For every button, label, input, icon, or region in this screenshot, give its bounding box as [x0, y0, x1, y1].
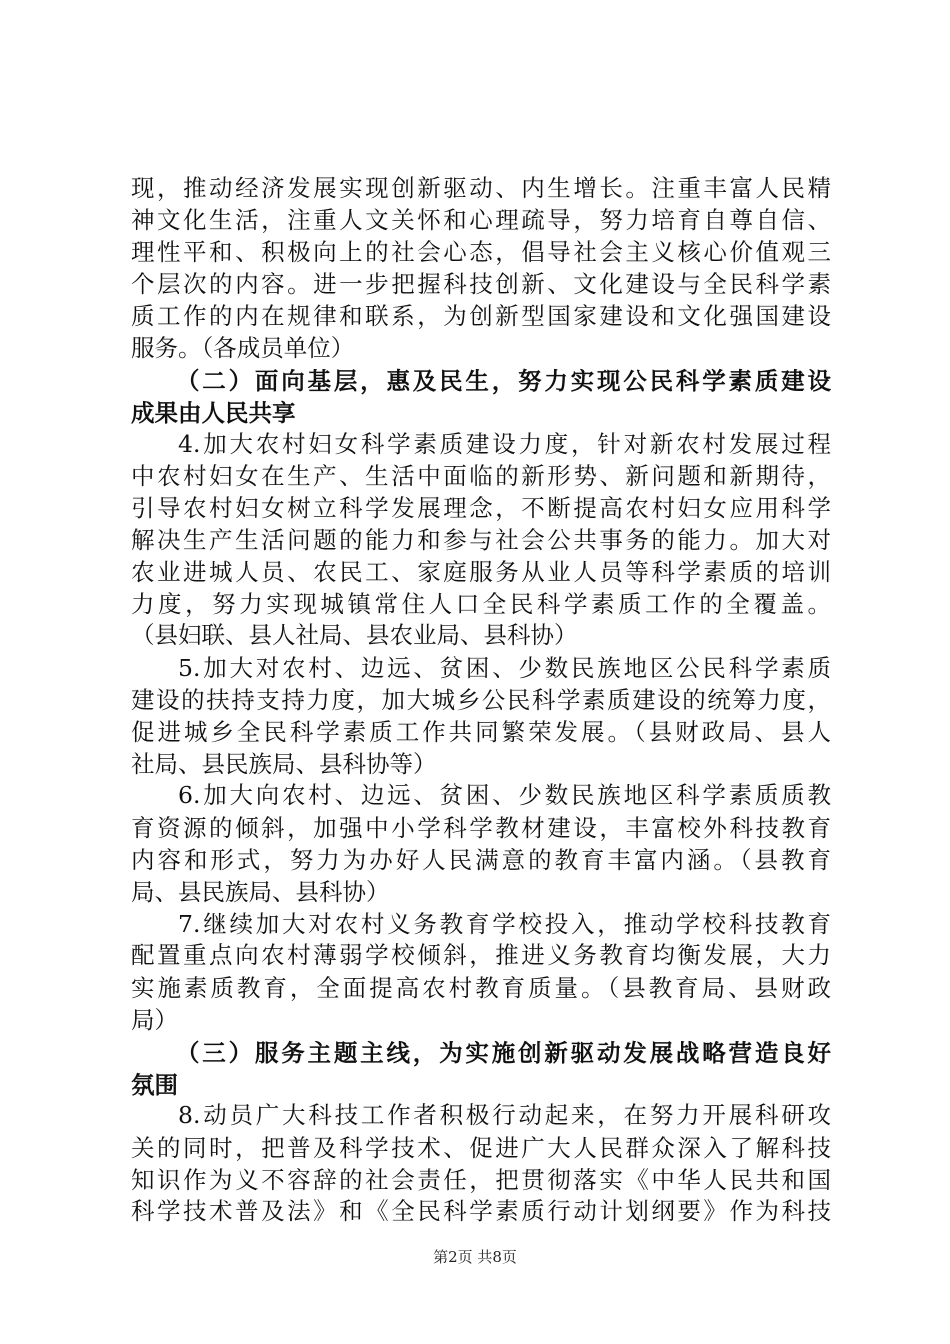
body-line: 育资源的倾斜，加强中小学科学教材建设，丰富校外科技教育 — [131, 814, 831, 842]
body-line: 4.加大农村妇女科学素质建设力度，针对新农村发展过程 — [178, 430, 831, 458]
body-line: 局） — [131, 1006, 178, 1034]
body-line: 引导农村妇女树立科学发展理念，不断提高农村妇女应用科学 — [131, 494, 831, 522]
body-line: 现，推动经济发展实现创新驱动、内生增长。注重丰富人民精 — [131, 174, 831, 202]
body-line: 力度，努力实现城镇常住人口全民科学素质工作的全覆盖。 — [131, 590, 831, 618]
body-line: 建设的扶持支持力度，加大城乡公民科学素质建设的统筹力度， — [131, 686, 831, 714]
page-footer: 第2页 共8页 — [433, 1248, 517, 1266]
body-line: 解决生产生活问题的能力和参与社会公共事务的能力。加大对 — [131, 526, 831, 554]
body-line: （县妇联、县人社局、县农业局、县科协） — [131, 621, 578, 649]
body-line: 知识作为义不容辞的社会责任，把贯彻落实《中华人民共和国 — [131, 1166, 831, 1194]
body-line: 神文化生活，注重人文关怀和心理疏导，努力培育自尊自信、 — [131, 206, 831, 234]
body-line: 中农村妇女在生产、生活中面临的新形势、新问题和新期待， — [131, 462, 831, 490]
section-heading: 氛围 — [131, 1071, 178, 1099]
body-line: 个层次的内容。进一步把握科技创新、文化建设与全民科学素 — [131, 270, 831, 298]
body-line: 质工作的内在规律和联系，为创新型国家建设和文化强国建设 — [131, 302, 831, 330]
body-line: 促进城乡全民科学素质工作共同繁荣发展。（县财政局、县人 — [131, 718, 831, 746]
body-line: 配置重点向农村薄弱学校倾斜，推进义务教育均衡发展，大力 — [131, 941, 831, 969]
section-heading: （三）服务主题主线，为实施创新驱动发展战略营造良好 — [176, 1039, 831, 1067]
section-heading: 成果由人民共享 — [131, 399, 296, 427]
body-line: 农业进城人员、农民工、家庭服务从业人员等科学素质的培训 — [131, 558, 831, 586]
body-line: 关的同时，把普及科学技术、促进广大人民群众深入了解科技 — [131, 1134, 831, 1162]
body-line: 服务。（各成员单位） — [131, 334, 355, 362]
body-line: 7.继续加大对农村义务教育学校投入，推动学校科技教育 — [178, 910, 831, 938]
body-line: 内容和形式，努力为办好人民满意的教育丰富内涵。（县教育 — [131, 846, 831, 874]
body-line: 6.加大向农村、边远、贫困、少数民族地区科学素质质教 — [178, 781, 831, 809]
body-line: 理性平和、积极向上的社会心态，倡导社会主义核心价值观三 — [131, 238, 831, 266]
body-line: 实施素质教育，全面提高农村教育质量。（县教育局、县财政 — [131, 974, 831, 1002]
body-line: 局、县民族局、县科协） — [131, 878, 390, 906]
section-heading: （二）面向基层，惠及民生，努力实现公民科学素质建设 — [176, 367, 831, 395]
body-line: 科学技术普及法》和《全民科学素质行动计划纲要》作为科技 — [131, 1197, 831, 1225]
body-line: 5.加大对农村、边远、贫困、少数民族地区公民科学素质 — [178, 654, 831, 682]
body-line: 8.动员广大科技工作者积极行动起来，在努力开展科研攻 — [178, 1101, 831, 1129]
body-line: 社局、县民族局、县科协等） — [131, 750, 437, 778]
